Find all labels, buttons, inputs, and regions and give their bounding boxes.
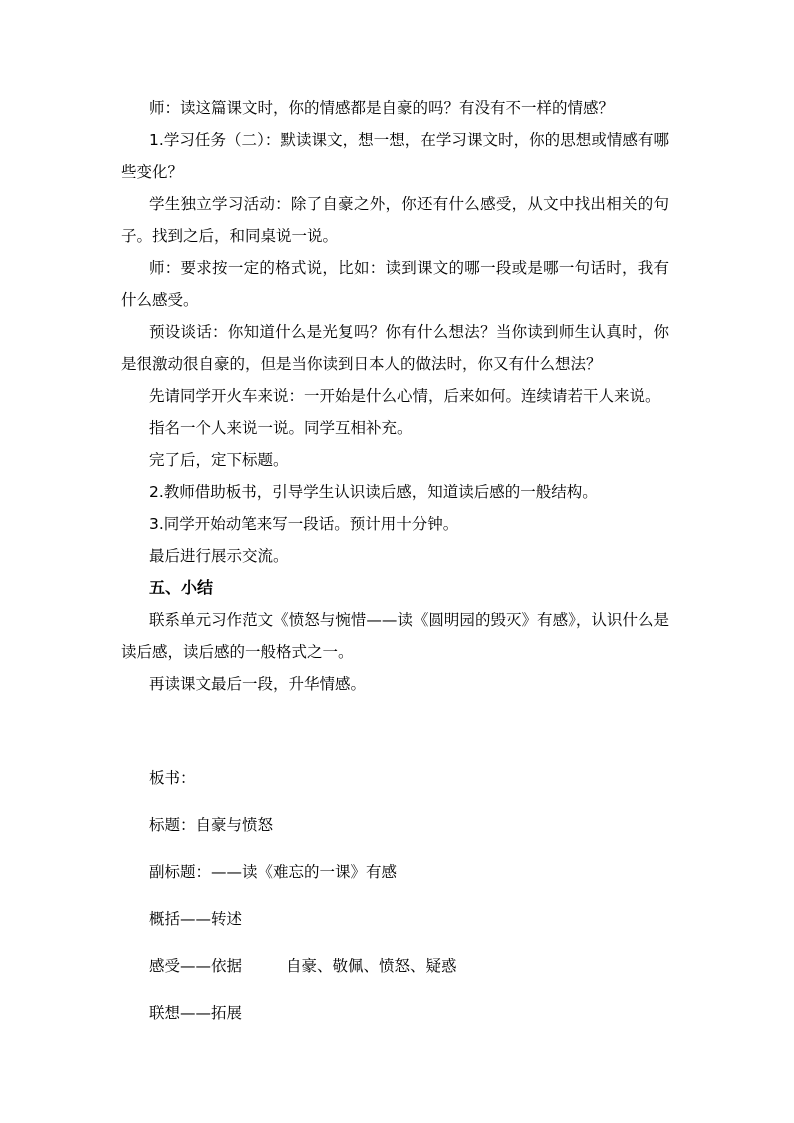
paragraph-writing: 3.同学开始动笔来写一段话。预计用十分钟。 <box>149 515 459 533</box>
paragraph-exchange: 最后进行展示交流。 <box>149 547 289 565</box>
blackboard-notes <box>149 764 669 1046</box>
paragraph-board-guide: 2.教师借助板书，引导学生认识读后感，知道读后感的一般结构。 <box>149 483 598 501</box>
board-line-association: 联想——拓展 <box>149 1004 243 1022</box>
board-title: 板书： <box>149 769 196 787</box>
paragraph-preset-talk: 预设谈话：你知道什么是光复吗？你有什么想法？当你读到师生认真时，你是很激动很自豪的，但是当你读到日本人的做法时，你又有什么想法？ <box>121 323 669 373</box>
paragraph-summary-link: 联系单元习作范文《愤怒与惋惜——读《圆明园的毁灭》有感》，认识什么是读后感，读后感的一般格式之一。 <box>121 611 669 661</box>
paragraph-name-one: 指名一个人来说一说。同学互相补充。 <box>149 419 413 437</box>
paragraph-train-talk: 先请同学开火车来说：一开始是什么心情，后来如何。连续请若干人来说。 <box>149 387 661 405</box>
lesson-body <box>121 92 669 700</box>
board-line-title: 标题：自豪与愤怒 <box>149 816 274 834</box>
paragraph-summary-reread: 再读课文最后一段，升华情感。 <box>149 675 367 693</box>
paragraph-task-two: 1.学习任务（二）：默读课文，想一想，在学习课文时，你的思想或情感有哪些变化？ <box>121 131 669 181</box>
board-feeling-list: 自豪、敬佩、愤怒、疑惑 <box>286 957 457 975</box>
board-feeling-label: 感受——依据 <box>149 957 243 975</box>
paragraph-teacher-format: 师：要求按一定的格式说，比如：读到课文的哪一段或是哪一句话时，我有什么感受。 <box>121 259 669 309</box>
section-heading-summary: 五、小结 <box>149 578 214 597</box>
paragraph-teacher-question: 师：读这篇课文时，你的情感都是自豪的吗？有没有不一样的情感？ <box>149 99 615 117</box>
paragraph-set-title: 完了后，定下标题。 <box>149 451 289 469</box>
board-line-subtitle: 副标题：——读《难忘的一课》有感 <box>149 863 398 881</box>
board-line-summary: 概括——转述 <box>149 910 243 928</box>
board-line-feeling <box>149 952 669 999</box>
paragraph-independent-activity: 学生独立学习活动：除了自豪之外，你还有什么感受，从文中找出相关的句子。找到之后，和同桌说一说。 <box>121 195 669 245</box>
